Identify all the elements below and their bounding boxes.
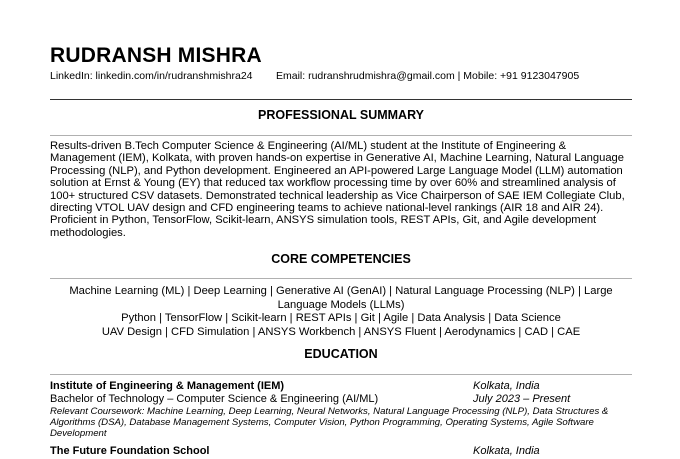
- competencies-list: [50, 285, 632, 339]
- email-mobile-contact: Email: rudranshrudmishra@gmail.com | Mobile: +91 9123047905: [276, 70, 580, 82]
- competency-line: Python | TensorFlow | Scikit-learn | REST APIs | Git | Agile | Data Analysis | Data Science: [121, 312, 561, 325]
- competency-line: UAV Design | CFD Simulation | ANSYS Workbench | ANSYS Fluent | Aerodynamics | CAD | CAE: [101, 325, 581, 338]
- competencies-heading: CORE COMPETENCIES: [271, 252, 411, 266]
- degree-name: Bachelor of Technology – Computer Science & Engineering (AI/ML): [50, 393, 379, 405]
- education-divider: [50, 374, 632, 375]
- linkedin-contact: LinkedIn: linkedin.com/in/rudranshmishra24: [50, 70, 253, 82]
- summary-divider: [50, 135, 632, 136]
- institution-name: The Future Foundation School: [50, 445, 210, 457]
- institution-location: Kolkata, India: [473, 380, 540, 392]
- institution-name: Institute of Engineering & Management (IEM): [50, 380, 285, 392]
- summary-text: Results-driven B.Tech Computer Science & Engineering (AI/ML) student at the Institute of Engineering & Management (IEM), Kolkata, with proven hands-on expertise in Generative AI, Machine Learning, Natural Language Processing (NLP), and Python development. Engineered an API-powered Large Language Model (LLM) automation solution at Ernst & Young (EY) that reduced tax workflow processing time by over 60% and streamlined analysis of 100+ structured CSV datasets. Demonstrated technical leadership as Vice Chairperson of SAE IEM Collegiate Club, directing VTOL UAV design and CFD engineering teams to achieve national-level rankings (AIR 18 and AIR 24). Proficient in Python, TensorFlow, Scikit-learn, ANSYS simulation tools, REST APIs, Git, and Agile development methodologies.: [50, 140, 625, 239]
- candidate-name: RUDRANSH MISHRA: [50, 44, 262, 67]
- relevant-coursework: Relevant Coursework: Machine Learning, Deep Learning, Neural Networks, Natural Language Processing (NLP), Data Structures & Algorithms (DSA), Database Management Systems, Computer Vision, Python Programming, Operating Systems, Agile Software Development: [50, 406, 609, 439]
- institution-location: Kolkata, India: [473, 445, 540, 457]
- competency-line: Machine Learning (ML) | Deep Learning | Generative AI (GenAI) | Natural Language Processing (NLP) | Large Language Models (LLMs): [69, 285, 613, 311]
- header-divider: [50, 99, 632, 100]
- education-heading: EDUCATION: [304, 347, 378, 361]
- summary-heading: PROFESSIONAL SUMMARY: [258, 108, 424, 122]
- competencies-divider: [50, 278, 632, 279]
- degree-dates: July 2023 – Present: [473, 393, 571, 405]
